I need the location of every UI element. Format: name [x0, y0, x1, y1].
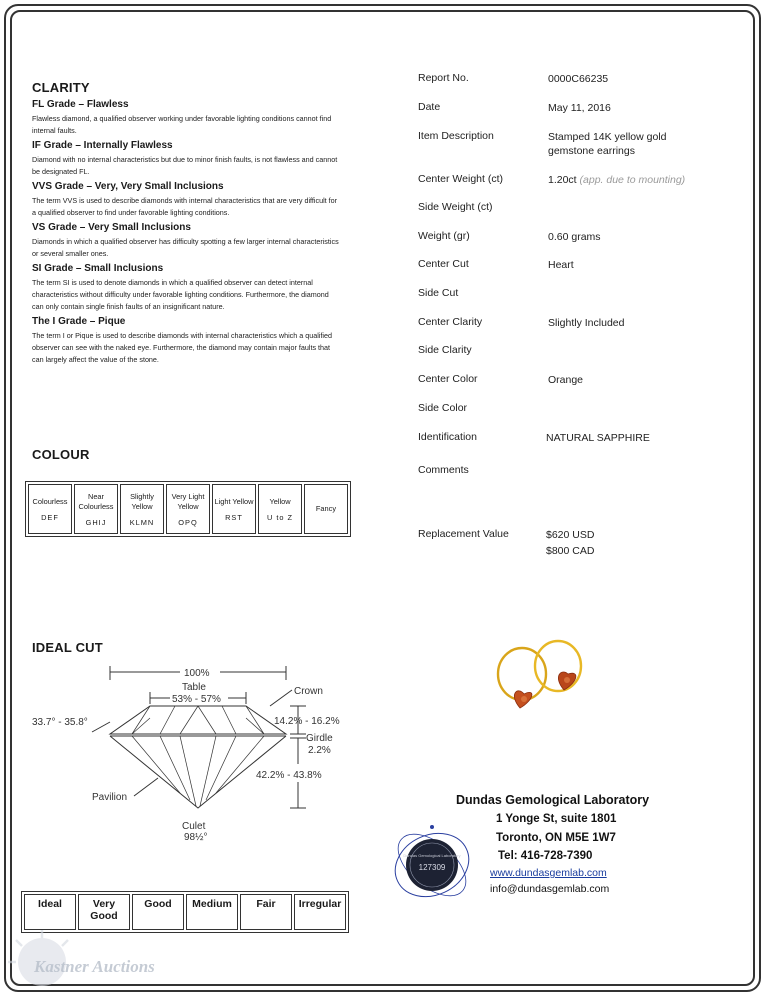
colour-name: Near Colourless	[78, 491, 114, 511]
colour-cell-colourless	[28, 484, 72, 534]
grade-title: SI Grade – Small Inclusions	[32, 263, 164, 274]
colour-heading: COLOUR	[32, 447, 90, 462]
colour-cell-fancy	[304, 484, 348, 534]
diamond-cut-diagram	[30, 658, 370, 848]
field-value: Heart	[548, 259, 574, 271]
grade-description: Flawless diamond, a qualified observer working under favorable lighting conditions cannot find internal faults.	[32, 114, 332, 135]
seal-number: 127309	[418, 863, 446, 872]
field-label: Side Weight (ct)	[418, 201, 493, 213]
grade-title: The I Grade – Pique	[32, 316, 126, 327]
grade-description: Diamonds in which a qualified observer has difficulty spotting a few larger internal characteristics or several smaller ones.	[32, 237, 339, 258]
field-label: Identification	[418, 431, 477, 443]
colour-name: Yellow	[269, 496, 291, 506]
clarity-grade-list	[32, 99, 342, 369]
table-label: Table	[182, 682, 206, 693]
grade-description: The term SI is used to denote diamonds in which a qualified observer can detect internal characteristics without difficulty under favorable lighting conditions. Furthermore, the diamond can only contain single finish faults of an insignificant nature.	[32, 278, 329, 311]
field-note: (app. due to mounting)	[579, 174, 686, 186]
colour-name: Colourless	[32, 496, 68, 506]
clarity-grade-if	[32, 140, 342, 178]
field-value: 0.60 grams	[548, 231, 601, 243]
field-label: Center Color	[418, 373, 478, 385]
pavilion-label: Pavilion	[92, 792, 128, 803]
field-value: Slightly Included	[548, 317, 625, 329]
clarity-grade-i	[32, 316, 342, 366]
field-value: 0000C66235	[548, 73, 609, 85]
cut-grade-table	[21, 891, 349, 933]
colour-grades: DEF	[41, 512, 59, 522]
colour-name: Fancy	[315, 504, 337, 513]
field-label: Center Cut	[418, 258, 469, 270]
field-value: Orange	[548, 374, 584, 386]
lab-phone: Tel: 416-728-7390	[498, 850, 593, 862]
field-label: Center Clarity	[418, 316, 483, 328]
field-label: Item Description	[418, 130, 494, 142]
colour-cell-slightly-yellow	[120, 484, 164, 534]
girdle-pct: 2.2%	[308, 745, 331, 756]
lab-seal-stamp	[390, 813, 480, 909]
field-label: Side Cut	[418, 287, 459, 299]
crown-angle: 33.7° - 35.8°	[32, 717, 88, 728]
field-value: Stamped 14K yellow gold gemstone earrings	[548, 131, 667, 157]
colour-name: Very Light Yellow	[171, 491, 205, 511]
field-value-group	[548, 173, 685, 187]
colour-grades: KLMN	[129, 517, 155, 527]
cut-grade-very-good: Very Good	[78, 894, 130, 930]
grade-title: VS Grade – Very Small Inclusions	[32, 222, 191, 233]
crown-label: Crown	[294, 686, 323, 697]
field-label: Side Color	[418, 402, 468, 414]
field-label: Report No.	[418, 72, 469, 84]
crown-height: 14.2% - 16.2%	[274, 716, 340, 727]
field-label: Weight (gr)	[418, 230, 470, 242]
clarity-grade-vvs	[32, 181, 342, 219]
colour-grades: U to Z	[266, 512, 294, 522]
field-label: Replacement Value	[418, 528, 509, 540]
grade-title: VVS Grade – Very, Very Small Inclusions	[32, 181, 224, 192]
table-range: 53% - 57%	[172, 694, 221, 705]
field-value: May 11, 2016	[548, 102, 611, 114]
clarity-grade-si	[32, 263, 342, 313]
colour-cell-near-colourless	[74, 484, 118, 534]
colour-grades: GHIJ	[85, 517, 107, 527]
grade-description: The term VVS is used to describe diamonds with internal characteristics that are very difficult for a qualified observer to find under favorable lighting conditions.	[32, 196, 338, 217]
culet-label: Culet	[182, 821, 206, 832]
grade-description: Diamond with no internal characteristics but due to minor finish faults, is not flawless and cannot be designated FL.	[32, 155, 338, 176]
lab-email: info@dundasgemlab.com	[490, 883, 610, 895]
lab-address-1: 1 Yonge St, suite 1801	[496, 813, 617, 825]
clarity-grade-fl	[32, 99, 342, 137]
lab-name: Dundas Gemological Laboratory	[456, 793, 650, 807]
cut-grade-medium: Medium	[186, 894, 238, 930]
colour-cell-yellow	[258, 484, 302, 534]
replacement-cad: $800 CAD	[546, 545, 595, 557]
colour-cell-very-light-yellow	[166, 484, 210, 534]
field-value: NATURAL SAPPHIRE	[546, 432, 650, 444]
girdle-label: Girdle	[306, 733, 333, 744]
field-label: Date	[418, 101, 441, 113]
colour-cell-light-yellow	[212, 484, 256, 534]
grade-description: The term I or Pique is used to describe diamonds with internal characteristics which a qualified observer can see with the naked eye. Furthermore, the diamond may contain major faults that can largely affect the value of the stone.	[32, 331, 333, 364]
colour-grades: RST	[225, 512, 243, 522]
replacement-usd: $620 USD	[546, 529, 595, 541]
colour-scale-table	[25, 481, 351, 537]
earrings-photo	[478, 630, 628, 730]
lab-address-2: Toronto, ON M5E 1W7	[496, 832, 616, 844]
cut-grade-fair: Fair	[240, 894, 292, 930]
field-label: Center Weight (ct)	[418, 173, 503, 185]
pavilion-depth: 42.2% - 43.8%	[256, 770, 322, 781]
clarity-heading: CLARITY	[32, 80, 90, 95]
colour-name: Light Yellow	[214, 496, 254, 506]
grade-title: IF Grade – Internally Flawless	[32, 140, 173, 151]
width-label: 100%	[184, 668, 210, 679]
culet-angle: 98½°	[184, 832, 208, 843]
field-label: Side Clarity	[418, 344, 472, 356]
grade-title: FL Grade – Flawless	[32, 99, 129, 110]
cut-grade-irregular: Irregular	[294, 894, 346, 930]
field-label: Comments	[418, 464, 469, 476]
colour-grades: OPQ	[178, 517, 198, 527]
lab-website-link[interactable]: www.dundasgemlab.com	[490, 867, 607, 879]
seal-text: Dundas Gemological Laboratory	[403, 853, 461, 858]
clarity-grade-vs	[32, 222, 342, 260]
auction-watermark-logo	[6, 928, 155, 994]
field-value: 1.20ct	[548, 174, 577, 186]
watermark-text: Kastner Auctions	[34, 957, 155, 976]
ideal-cut-heading: IDEAL CUT	[32, 640, 103, 655]
cut-grade-ideal: Ideal	[24, 894, 76, 930]
cut-grade-good: Good	[132, 894, 184, 930]
colour-name: Slightly Yellow	[130, 491, 154, 511]
